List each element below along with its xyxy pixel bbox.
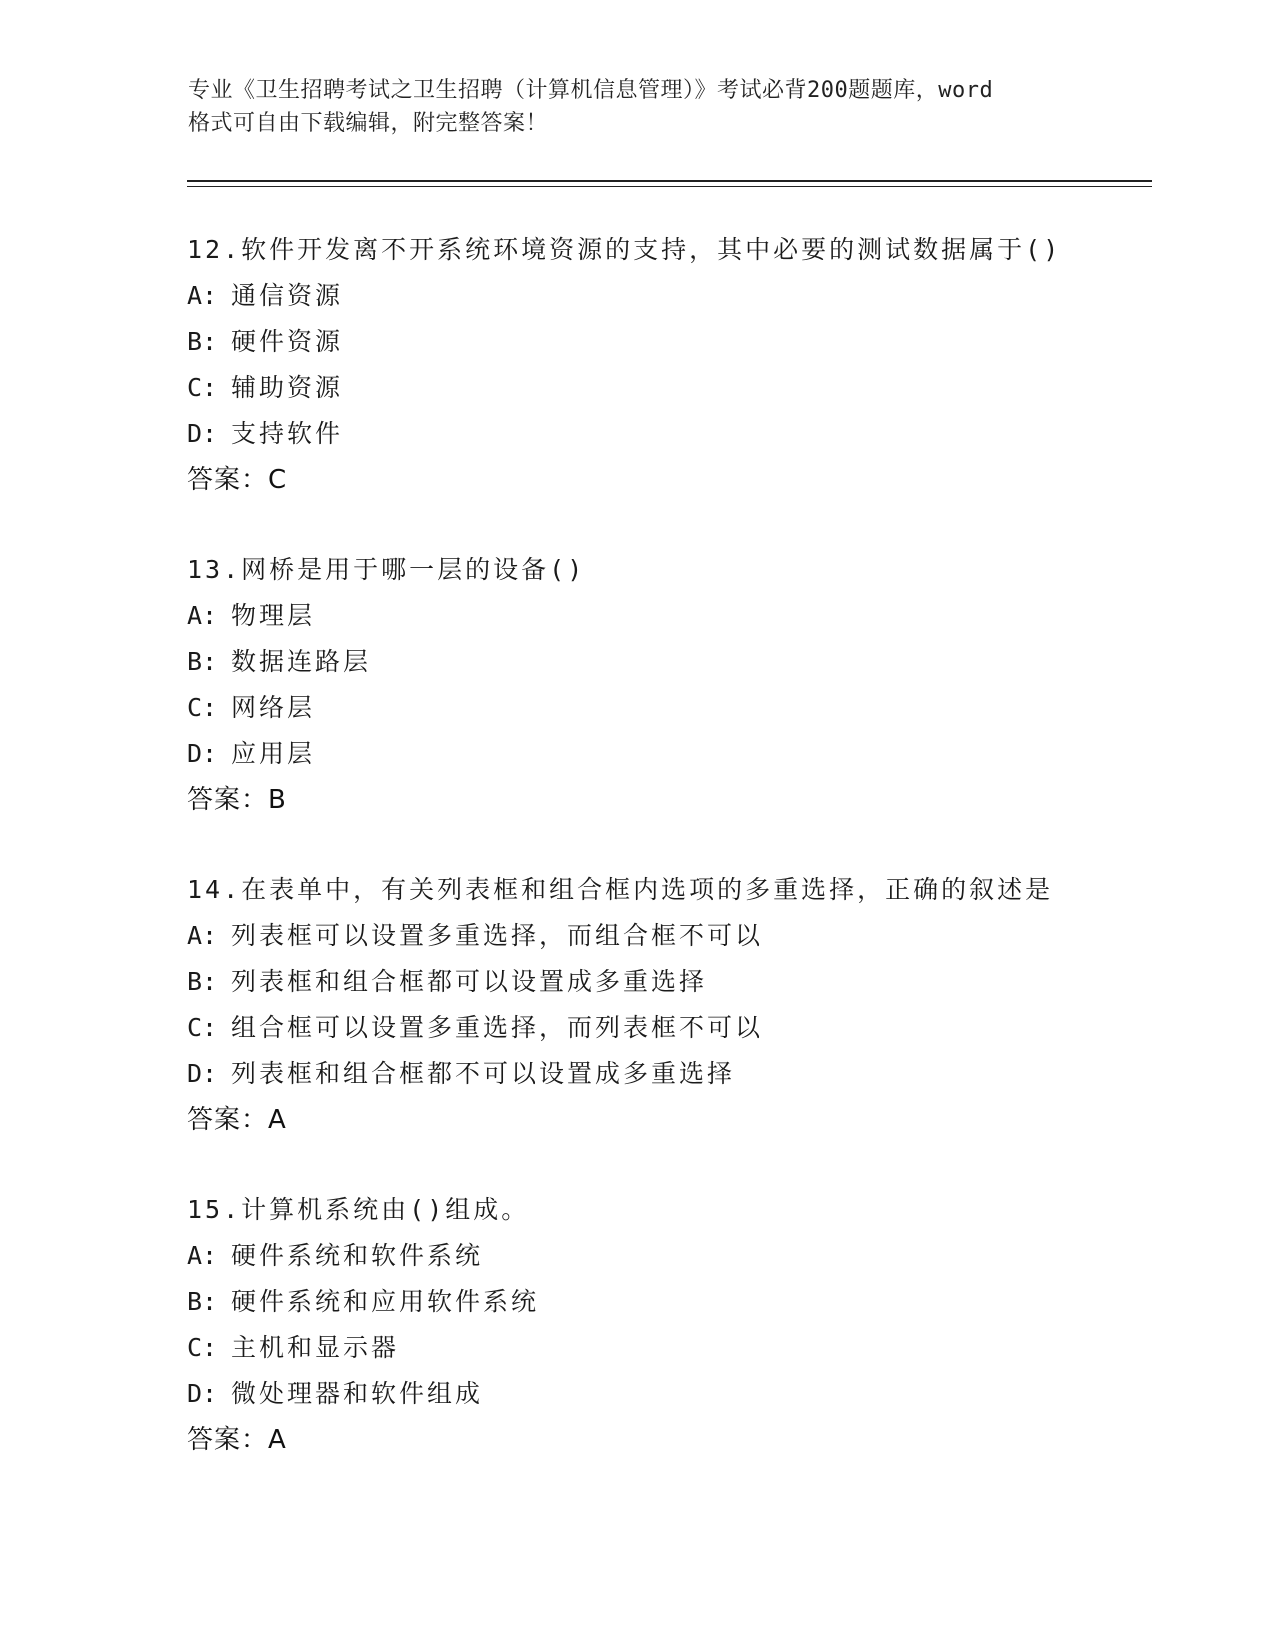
question-14 (187, 867, 1147, 1143)
answer-line: 答案：A (187, 1105, 287, 1135)
option-letter: A: (187, 1241, 218, 1270)
header-title-line-2: 格式可自由下载编辑，附完整答案！ (188, 111, 549, 136)
question-stem: 14.在表单中，有关列表框和组合框内选项的多重选择，正确的叙述是 (187, 875, 1054, 904)
option-c (187, 365, 1147, 411)
option-a (187, 1233, 1147, 1279)
option-d (187, 1051, 1147, 1097)
option-letter: A: (187, 921, 218, 950)
option-text: 硬件资源 (231, 327, 344, 356)
option-a (187, 273, 1147, 319)
option-letter: B: (187, 967, 218, 996)
option-text: 列表框和组合框都不可以设置成多重选择 (231, 1059, 736, 1088)
option-letter: D: (187, 1379, 218, 1408)
option-d (187, 411, 1147, 457)
option-text: 硬件系统和应用软件系统 (231, 1287, 540, 1316)
option-c (187, 1325, 1147, 1371)
question-13 (187, 547, 1147, 823)
option-letter: B: (187, 1287, 218, 1316)
question-stem: 13.网桥是用于哪一层的设备() (187, 555, 586, 584)
option-text: 网络层 (231, 693, 316, 722)
option-a (187, 593, 1147, 639)
option-text: 硬件系统和软件系统 (231, 1241, 484, 1270)
option-letter: C: (187, 693, 218, 722)
header-title-line-1: 专业《卫生招聘考试之卫生招聘（计算机信息管理）》考试必背200题题库，word (188, 78, 994, 103)
option-letter: D: (187, 739, 218, 768)
option-text: 主机和显示器 (231, 1333, 400, 1362)
option-text: 物理层 (231, 601, 316, 630)
option-text: 微处理器和软件组成 (231, 1379, 484, 1408)
option-letter: C: (187, 1013, 218, 1042)
option-letter: C: (187, 1333, 218, 1362)
option-b (187, 639, 1147, 685)
question-stem: 15.计算机系统由()组成。 (187, 1195, 530, 1224)
option-b (187, 959, 1147, 1005)
option-b (187, 1279, 1147, 1325)
option-letter: B: (187, 647, 218, 676)
option-letter: D: (187, 419, 218, 448)
option-text: 列表框可以设置多重选择，而组合框不可以 (231, 921, 764, 950)
header-divider-thick (187, 180, 1152, 182)
answer-line: 答案：A (187, 1425, 287, 1455)
option-c (187, 1005, 1147, 1051)
option-text: 列表框和组合框都可以设置成多重选择 (231, 967, 708, 996)
answer-line: 答案：C (187, 465, 288, 495)
option-text: 通信资源 (231, 281, 344, 310)
option-text: 应用层 (231, 739, 316, 768)
option-letter: C: (187, 373, 218, 402)
option-letter: A: (187, 281, 218, 310)
option-text: 辅助资源 (231, 373, 344, 402)
option-text: 支持软件 (231, 419, 344, 448)
option-a (187, 913, 1147, 959)
question-stem: 12.软件开发离不开系统环境资源的支持，其中必要的测试数据属于() (187, 235, 1062, 264)
option-letter: D: (187, 1059, 218, 1088)
option-text: 组合框可以设置多重选择，而列表框不可以 (231, 1013, 764, 1042)
answer-line: 答案：B (187, 785, 287, 815)
option-text: 数据连路层 (231, 647, 372, 676)
question-15 (187, 1187, 1147, 1463)
option-d (187, 731, 1147, 777)
option-b (187, 319, 1147, 365)
option-letter: A: (187, 601, 218, 630)
document-header (188, 74, 1088, 140)
header-divider-thin (187, 186, 1152, 187)
option-letter: B: (187, 327, 218, 356)
option-c (187, 685, 1147, 731)
option-d (187, 1371, 1147, 1417)
question-12 (187, 227, 1147, 503)
